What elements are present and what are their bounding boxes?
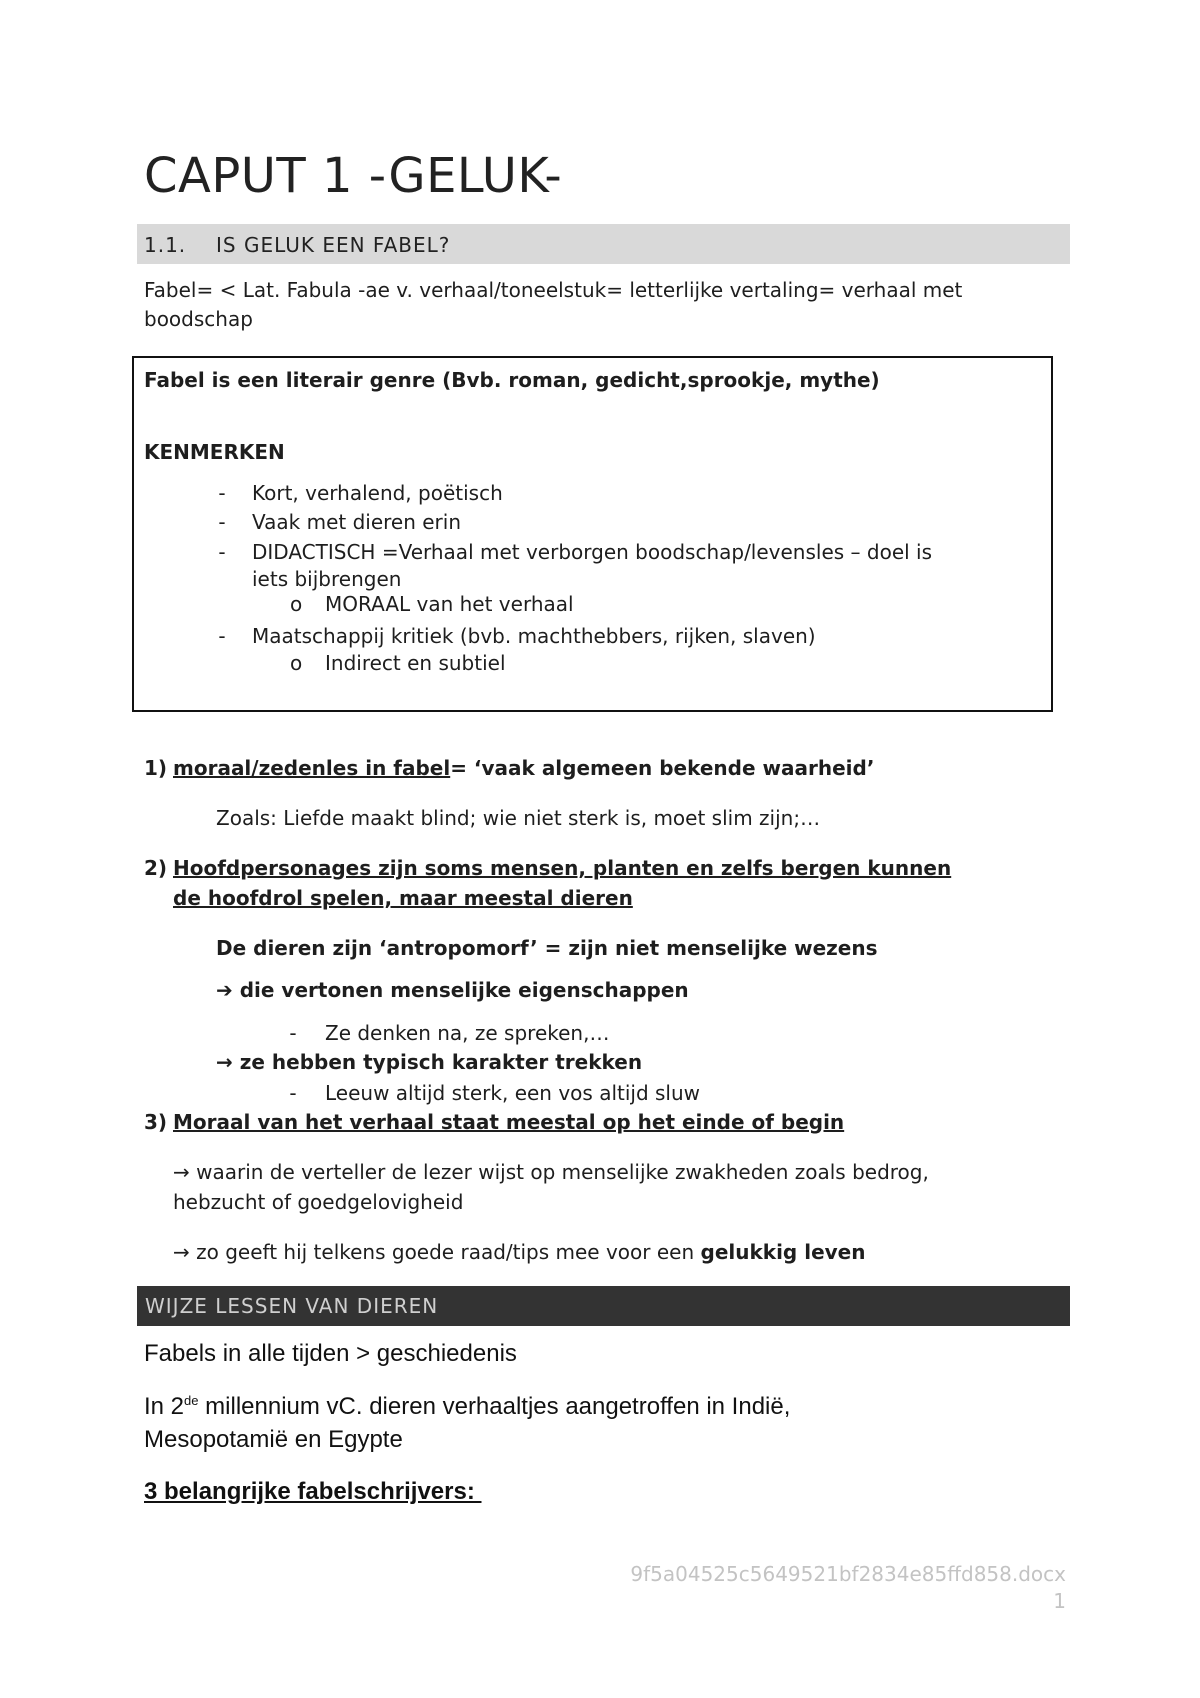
- section-title: IS GELUK EEN FABEL?: [216, 233, 451, 257]
- ordinal-superscript: de: [184, 1393, 199, 1408]
- point-1-heading: [173, 756, 874, 780]
- section-number: 1.1.: [144, 233, 187, 257]
- section-2-title: WIJZE LESSEN VAN DIEREN: [145, 1294, 439, 1318]
- point-number: 2): [144, 856, 168, 880]
- point-1-rest: = ‘vaak algemeen bekende waarheid’: [450, 756, 875, 780]
- list-item: Maatschappij kritiek (bvb. machthebbers, rijken, slaven): [252, 624, 816, 648]
- point-number: 1): [144, 756, 168, 780]
- line-2-suffix: millennium vC. dieren verhaaltjes aangetroffen in Indië,: [198, 1393, 791, 1420]
- sub-list-item: Indirect en subtiel: [325, 651, 506, 675]
- point-3-arrow-1-line-2: hebzucht of goedgelovigheid: [173, 1190, 464, 1214]
- sub-list-item: MORAAL van het verhaal: [325, 592, 574, 616]
- point-3-heading: Moraal van het verhaal staat meestal op het einde of begin: [173, 1110, 845, 1134]
- point-3-arrow-1-line-1: → waarin de verteller de lezer wijst op menselijke zwakheden zoals bedrog,: [173, 1160, 929, 1184]
- footer-page-number: 1: [1053, 1589, 1066, 1613]
- intro-line-1: Fabel= < Lat. Fabula -ae v. verhaal/toneelstuk= letterlijke vertaling= verhaal met: [144, 278, 963, 302]
- characteristics-box: [132, 356, 1053, 712]
- intro-line-2: boodschap: [144, 307, 253, 331]
- line-2-prefix: In 2: [144, 1393, 185, 1420]
- sub-bullet-circle: o: [290, 592, 303, 616]
- bullet-dash: -: [218, 510, 226, 534]
- list-item: DIDACTISCH =Verhaal met verborgen boodschap/levensles – doel is: [252, 540, 933, 564]
- bullet-dash: -: [218, 481, 226, 505]
- list-item: Vaak met dieren erin: [252, 510, 462, 534]
- point-2-arrow-2: → ze hebben typisch karakter trekken: [216, 1050, 643, 1074]
- point-3-arrow-2-bold: gelukkig leven: [700, 1240, 866, 1264]
- point-2-heading-line-1: Hoofdpersonages zijn soms mensen, planten en zelfs bergen kunnen: [173, 856, 952, 880]
- point-2-heading-line-2: de hoofdrol spelen, maar meestal dieren: [173, 886, 633, 910]
- bullet-dash: -: [289, 1021, 297, 1045]
- point-2-arrow-1: ➔ die vertonen menselijke eigenschappen: [216, 978, 689, 1002]
- point-3-arrow-2-text: → zo geeft hij telkens goede raad/tips mee voor een: [173, 1240, 701, 1264]
- bullet-dash: -: [218, 540, 226, 564]
- point-2-sub-1: Ze denken na, ze spreken,…: [325, 1021, 610, 1045]
- point-number: 3): [144, 1110, 168, 1134]
- sub-bullet-circle: o: [290, 651, 303, 675]
- footer-filename: 9f5a04525c5649521bf2834e85ffd858.docx: [630, 1562, 1066, 1586]
- point-2-sub-2: Leeuw altijd sterk, een vos altijd sluw: [325, 1081, 701, 1105]
- point-2-statement: De dieren zijn ‘antropomorf’ = zijn niet menselijke wezens: [216, 936, 878, 960]
- point-1-underlined: moraal/zedenles in fabel: [173, 756, 451, 780]
- box-subheading: KENMERKEN: [144, 440, 285, 464]
- point-1-example: Zoals: Liefde maakt blind; wie niet sterk is, moet slim zijn;…: [216, 806, 821, 830]
- box-heading: Fabel is een literair genre (Bvb. roman, gedicht,sprookje, mythe): [144, 368, 880, 392]
- section-2-line-1: Fabels in alle tijden > geschiedenis: [144, 1340, 517, 1367]
- bullet-dash: -: [218, 624, 226, 648]
- bullet-dash: -: [289, 1081, 297, 1105]
- section-2-line-2: [144, 1393, 790, 1421]
- list-item: Kort, verhalend, poëtisch: [252, 481, 503, 505]
- section-2-line-3: Mesopotamië en Egypte: [144, 1426, 403, 1453]
- list-item-continuation: iets bijbrengen: [252, 567, 402, 591]
- section-2-subheading: 3 belangrijke fabelschrijvers:: [144, 1478, 482, 1505]
- point-3-arrow-2: [173, 1240, 865, 1264]
- page-title: CAPUT 1 -GELUK-: [144, 148, 563, 204]
